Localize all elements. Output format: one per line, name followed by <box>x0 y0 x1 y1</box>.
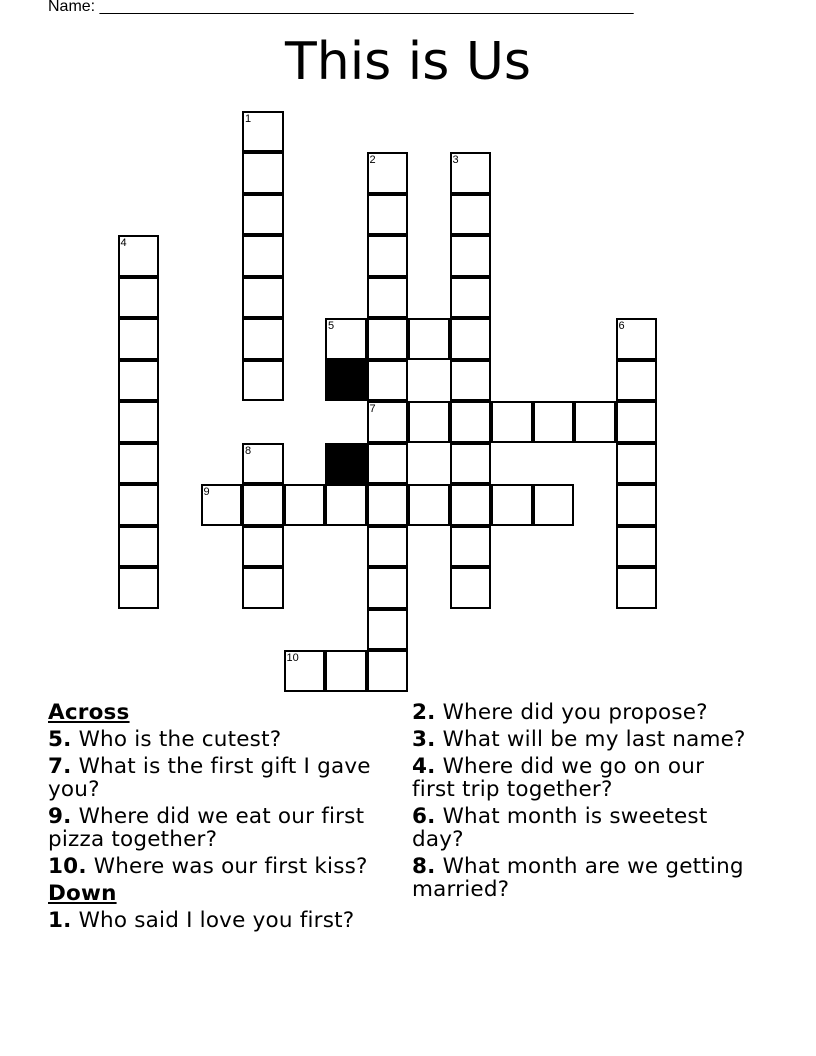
clue-text: What month are we getting married? <box>412 854 744 902</box>
grid-cell[interactable] <box>574 401 616 443</box>
clue-number: 6. <box>412 804 436 829</box>
grid-cell[interactable] <box>284 650 326 692</box>
grid-cell[interactable] <box>491 401 533 443</box>
cell-number: 7 <box>369 403 376 415</box>
across-heading: Across <box>48 700 130 725</box>
grid-cell[interactable] <box>616 484 658 526</box>
grid-cell[interactable] <box>491 484 533 526</box>
grid-cell[interactable] <box>616 443 658 485</box>
grid-cell[interactable] <box>118 360 160 402</box>
across-clue-5 <box>48 728 398 751</box>
grid-cell[interactable] <box>242 360 284 402</box>
clues-right-column <box>412 701 752 905</box>
clue-text: Where did we eat our first pizza together? <box>48 804 365 852</box>
down-clue-6 <box>412 805 752 851</box>
grid-cell[interactable] <box>616 567 658 609</box>
clues-left-column <box>48 701 398 936</box>
grid-cell[interactable] <box>242 152 284 194</box>
grid-cell[interactable] <box>367 194 409 236</box>
grid-cell[interactable] <box>118 526 160 568</box>
grid-cell[interactable] <box>616 360 658 402</box>
grid-cell[interactable] <box>118 318 160 360</box>
puzzle-title: This is Us <box>284 32 531 92</box>
grid-cell[interactable] <box>450 318 492 360</box>
down-clue-4 <box>412 755 752 801</box>
clue-number: 7. <box>48 754 72 779</box>
grid-cell[interactable] <box>367 360 409 402</box>
clue-text: Where was our first kiss? <box>93 854 368 879</box>
across-clue-10 <box>48 855 398 878</box>
grid-cell[interactable] <box>533 401 575 443</box>
clue-text: What will be my last name? <box>442 727 746 752</box>
grid-cell[interactable] <box>367 609 409 651</box>
grid-cell[interactable] <box>118 277 160 319</box>
cell-number: 1 <box>245 112 252 125</box>
grid-cell[interactable] <box>450 277 492 319</box>
grid-cell[interactable] <box>367 152 409 194</box>
grid-cell[interactable] <box>118 401 160 443</box>
grid-cell[interactable] <box>325 650 367 692</box>
grid-cell[interactable] <box>408 401 450 443</box>
down-clue-2 <box>412 701 752 724</box>
grid-cell[interactable] <box>242 235 284 277</box>
grid-cell[interactable] <box>408 484 450 526</box>
grid-cell[interactable] <box>118 443 160 485</box>
cell-number: 6 <box>618 320 625 332</box>
grid-cell[interactable] <box>242 484 284 526</box>
grid-cell[interactable] <box>450 526 492 568</box>
grid-cell[interactable] <box>242 443 284 485</box>
grid-cell[interactable] <box>367 526 409 568</box>
grid-cell[interactable] <box>450 235 492 277</box>
grid-cell[interactable] <box>450 567 492 609</box>
clue-text: Who is the cutest? <box>78 727 282 752</box>
grid-cell[interactable] <box>242 277 284 319</box>
clue-text: Who said I love you first? <box>78 908 355 933</box>
grid-cell[interactable] <box>325 484 367 526</box>
grid-cell[interactable] <box>450 360 492 402</box>
cell-number: 8 <box>245 444 252 457</box>
grid-cell[interactable] <box>118 484 160 526</box>
across-clue-9 <box>48 805 398 851</box>
clue-number: 9. <box>48 804 72 829</box>
grid-cell[interactable] <box>450 401 492 443</box>
across-clue-7 <box>48 755 398 801</box>
clue-text: What is the first gift I gave you? <box>48 754 371 802</box>
grid-cell[interactable] <box>367 484 409 526</box>
grid-cell[interactable] <box>450 484 492 526</box>
cell-number: 10 <box>286 652 299 664</box>
down-heading: Down <box>48 881 117 906</box>
clue-text: Where did you propose? <box>442 700 708 725</box>
grid-cell[interactable] <box>118 567 160 609</box>
down-clue-8 <box>412 855 752 901</box>
grid-cell[interactable] <box>450 152 492 194</box>
grid-cell[interactable] <box>242 318 284 360</box>
clue-text: What month is sweetest day? <box>412 804 708 852</box>
cell-number: 2 <box>369 154 376 166</box>
clue-number: 8. <box>412 854 436 879</box>
cell-number: 4 <box>120 237 127 249</box>
grid-cell[interactable] <box>242 567 284 609</box>
grid-cell[interactable] <box>367 235 409 277</box>
grid-cell[interactable] <box>367 318 409 360</box>
grid-cell[interactable] <box>367 567 409 609</box>
grid-cell[interactable] <box>616 526 658 568</box>
black-square <box>325 443 367 485</box>
grid-cell[interactable] <box>367 443 409 485</box>
grid-cell[interactable] <box>325 318 367 360</box>
grid-cell[interactable] <box>242 111 284 153</box>
cell-number: 5 <box>328 320 335 332</box>
grid-cell[interactable] <box>616 401 658 443</box>
black-square <box>325 360 367 402</box>
grid-cell[interactable] <box>533 484 575 526</box>
grid-cell[interactable] <box>450 443 492 485</box>
down-clue-1 <box>48 909 398 932</box>
grid-cell[interactable] <box>408 318 450 360</box>
grid-cell[interactable] <box>201 484 243 526</box>
clue-number: 3. <box>412 727 436 752</box>
cell-number: 9 <box>203 486 210 498</box>
grid-cell[interactable] <box>450 194 492 236</box>
clue-number: 10. <box>48 854 87 879</box>
grid-cell[interactable] <box>118 235 160 277</box>
clue-number: 1. <box>48 908 72 933</box>
grid-cell[interactable] <box>367 650 409 692</box>
name-field-label: Name: ____________________________________________________________ <box>48 0 634 15</box>
clue-text: Where did we go on our first trip together? <box>412 754 705 802</box>
grid-cell[interactable] <box>242 194 284 236</box>
grid-cell[interactable] <box>284 484 326 526</box>
grid-cell[interactable] <box>367 277 409 319</box>
grid-cell[interactable] <box>616 318 658 360</box>
down-clue-3 <box>412 728 752 751</box>
clue-number: 5. <box>48 727 72 752</box>
grid-cell[interactable] <box>242 526 284 568</box>
clue-number: 4. <box>412 754 436 779</box>
grid-cell[interactable] <box>367 401 409 443</box>
clue-number: 2. <box>412 700 436 725</box>
cell-number: 3 <box>452 154 459 166</box>
